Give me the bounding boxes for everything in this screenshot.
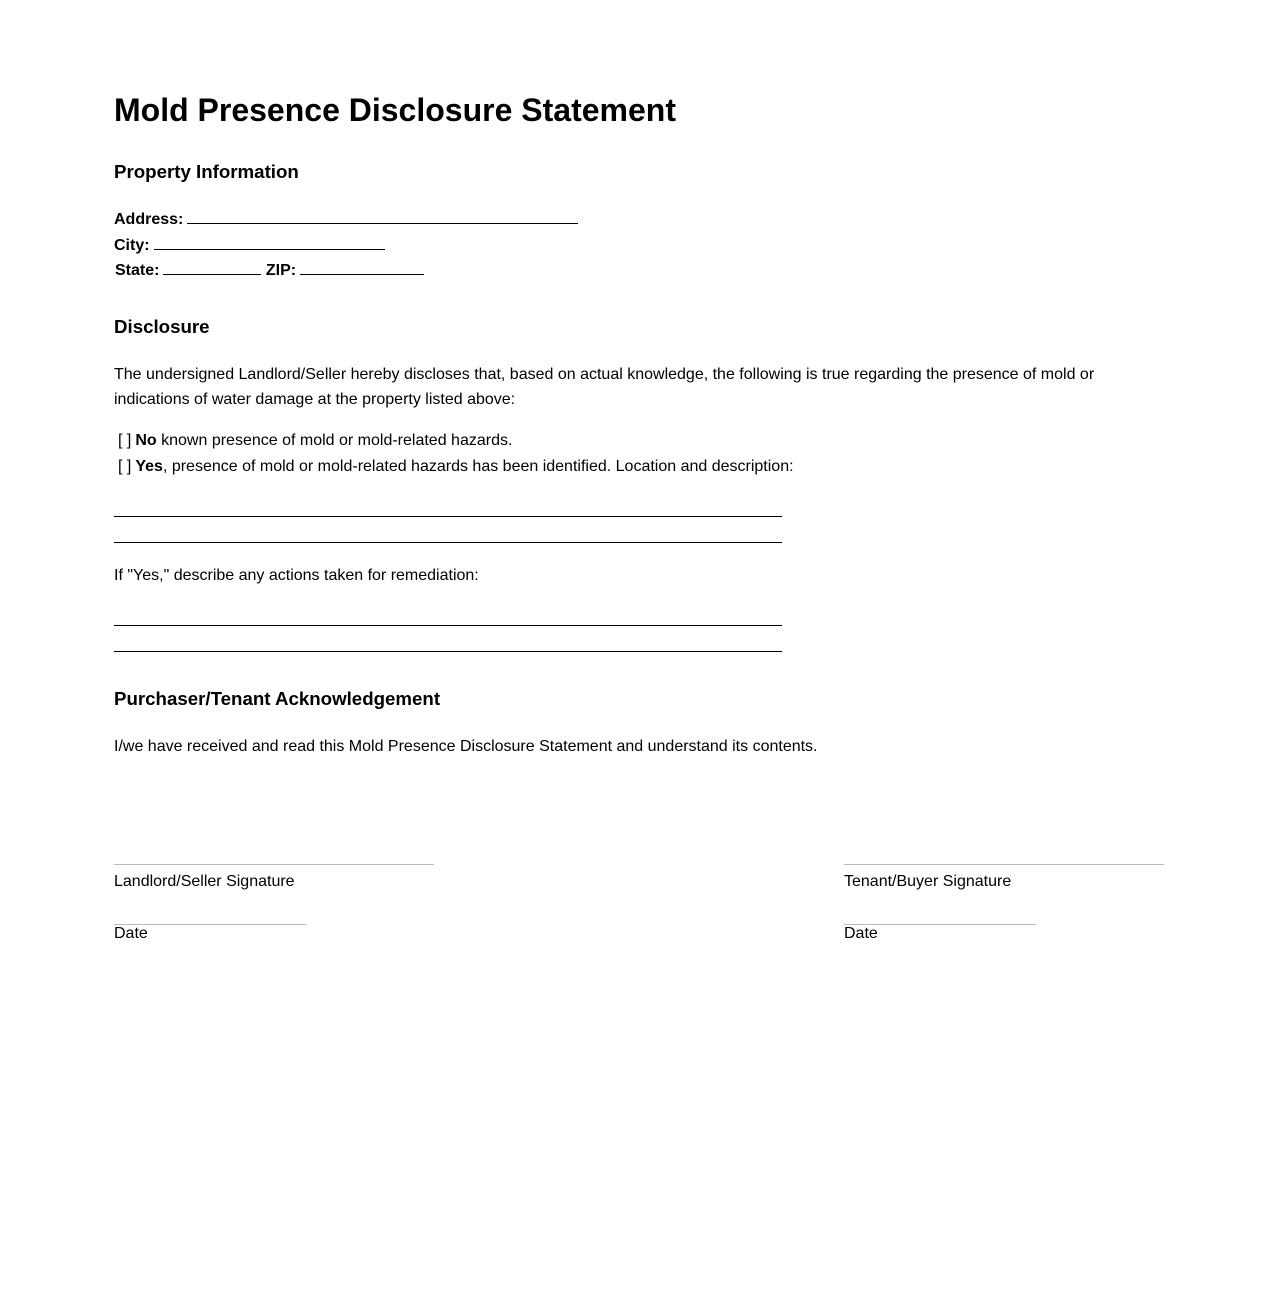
landlord-signature-block	[114, 864, 434, 943]
section-heading-acknowledgement: Purchaser/Tenant Acknowledgement	[114, 688, 441, 709]
acknowledgement-text: I/we have received and read this Mold Presence Disclosure Statement and understand its contents.	[114, 738, 818, 755]
landlord-date-label: Date	[114, 925, 148, 942]
section-heading-property-information: Property Information	[114, 161, 299, 182]
checkbox-no[interactable]: [ ]	[118, 432, 132, 449]
checkbox-yes[interactable]: [ ]	[118, 458, 132, 475]
tenant-signature-label: Tenant/Buyer Signature	[844, 873, 1012, 890]
option-no	[118, 431, 512, 451]
city-blank[interactable]	[154, 235, 385, 250]
state-blank[interactable]	[163, 260, 261, 275]
option-yes-text: , presence of mold or mold-related hazards has been identified. Location and description:	[162, 458, 794, 475]
landlord-signature-line[interactable]	[114, 864, 434, 865]
state-label: State:	[115, 262, 160, 279]
option-no-bold: No	[135, 432, 157, 449]
option-yes	[118, 457, 794, 477]
section-heading-disclosure: Disclosure	[114, 316, 210, 337]
option-yes-bold: Yes	[135, 458, 163, 475]
location-description-line-1[interactable]	[114, 516, 782, 517]
zip-blank[interactable]	[300, 260, 424, 275]
tenant-signature-line[interactable]	[844, 864, 1164, 865]
city-field-row	[114, 235, 385, 256]
remediation-prompt: If "Yes," describe any actions taken for remediation:	[114, 567, 479, 584]
address-label: Address:	[114, 211, 184, 228]
tenant-signature-block	[844, 864, 1164, 943]
city-label: City:	[114, 237, 150, 254]
remediation-line-2[interactable]	[114, 651, 782, 652]
address-blank[interactable]	[187, 209, 578, 224]
remediation-line-1[interactable]	[114, 625, 782, 626]
page-title: Mold Presence Disclosure Statement	[114, 92, 676, 128]
state-zip-field-row	[115, 260, 424, 281]
tenant-date-label: Date	[844, 925, 878, 942]
zip-label: ZIP:	[265, 262, 297, 279]
disclosure-intro-text: The undersigned Landlord/Seller hereby discloses that, based on actual knowledge, the following is true regarding the presence of mold or indications of water damage at the property listed above:	[114, 366, 1095, 408]
option-no-text: known presence of mold or mold-related hazards.	[156, 432, 513, 449]
address-field-row	[114, 209, 578, 230]
landlord-signature-label: Landlord/Seller Signature	[114, 873, 295, 890]
location-description-line-2[interactable]	[114, 542, 782, 543]
